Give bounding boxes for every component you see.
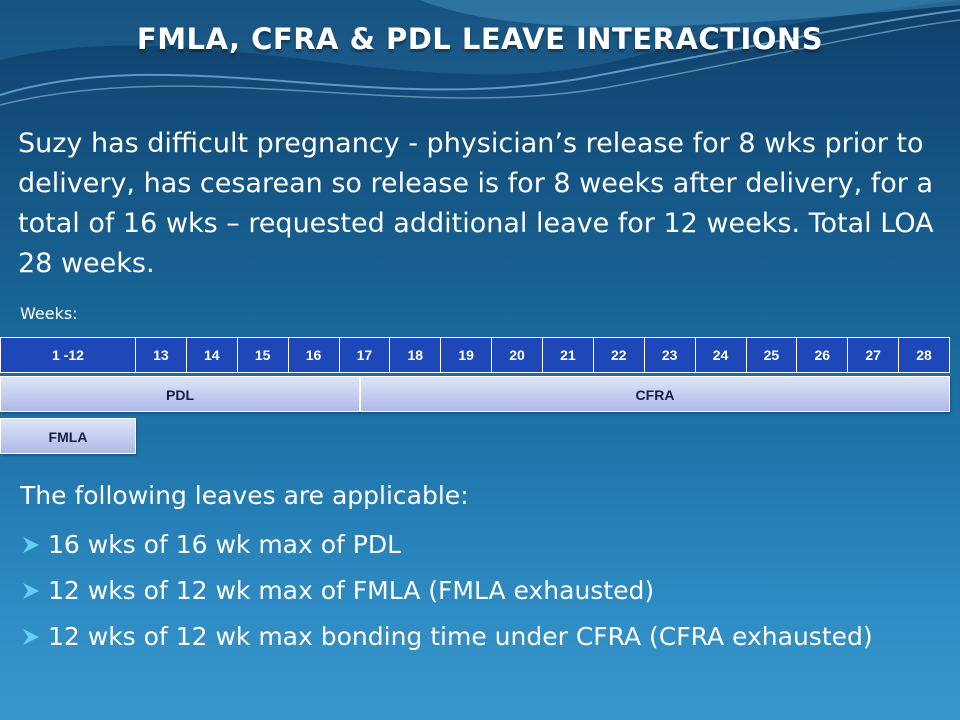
week-cell: 25 [746,338,797,373]
bullet-text: 12 wks of 12 wk max bonding time under CFRA (CFRA exhausted) [48,622,873,651]
week-cell: 20 [492,338,543,373]
arrow-bullet-icon [20,626,42,648]
bullet-text: 12 wks of 12 wk max of FMLA (FMLA exhausted) [48,576,655,605]
applicable-list [20,528,920,666]
week-cell: 22 [593,338,644,373]
cfra-bar: CFRA [360,376,950,412]
weeks-header-row [1,338,950,373]
fmla-bar: FMLA [0,418,136,454]
week-cell: 1 -12 [1,338,136,373]
arrow-bullet-icon [20,534,42,556]
list-item [20,528,920,562]
week-cell: 13 [136,338,187,373]
week-cell: 28 [899,338,950,373]
applicable-heading: The following leaves are applicable: [20,481,469,510]
week-cell: 18 [390,338,441,373]
list-item [20,620,920,654]
week-cell: 26 [797,338,848,373]
week-cell: 24 [695,338,746,373]
list-item [20,574,920,608]
slide-title: FMLA, CFRA & PDL LEAVE INTERACTIONS [136,22,824,56]
week-cell: 27 [848,338,899,373]
week-cell: 17 [339,338,390,373]
week-cell: 15 [237,338,288,373]
week-cell: 19 [441,338,492,373]
week-cell: 21 [543,338,594,373]
arrow-bullet-icon [20,580,42,602]
week-cell: 14 [186,338,237,373]
scenario-text: Suzy has difficult pregnancy - physician’s release for 8 wks prior to delivery, has cesarean so release is for 8 weeks after delivery, for a total of 16 wks – requested additional leave for 12 weeks. Total LOA 28 weeks. [18,128,934,279]
decorative-waves [0,0,960,140]
bullet-text: 16 wks of 16 wk max of PDL [48,530,402,559]
weeks-table [0,337,950,373]
week-cell: 23 [644,338,695,373]
week-cell: 16 [288,338,339,373]
pdl-bar: PDL [0,376,360,412]
weeks-label: Weeks: [20,304,78,323]
